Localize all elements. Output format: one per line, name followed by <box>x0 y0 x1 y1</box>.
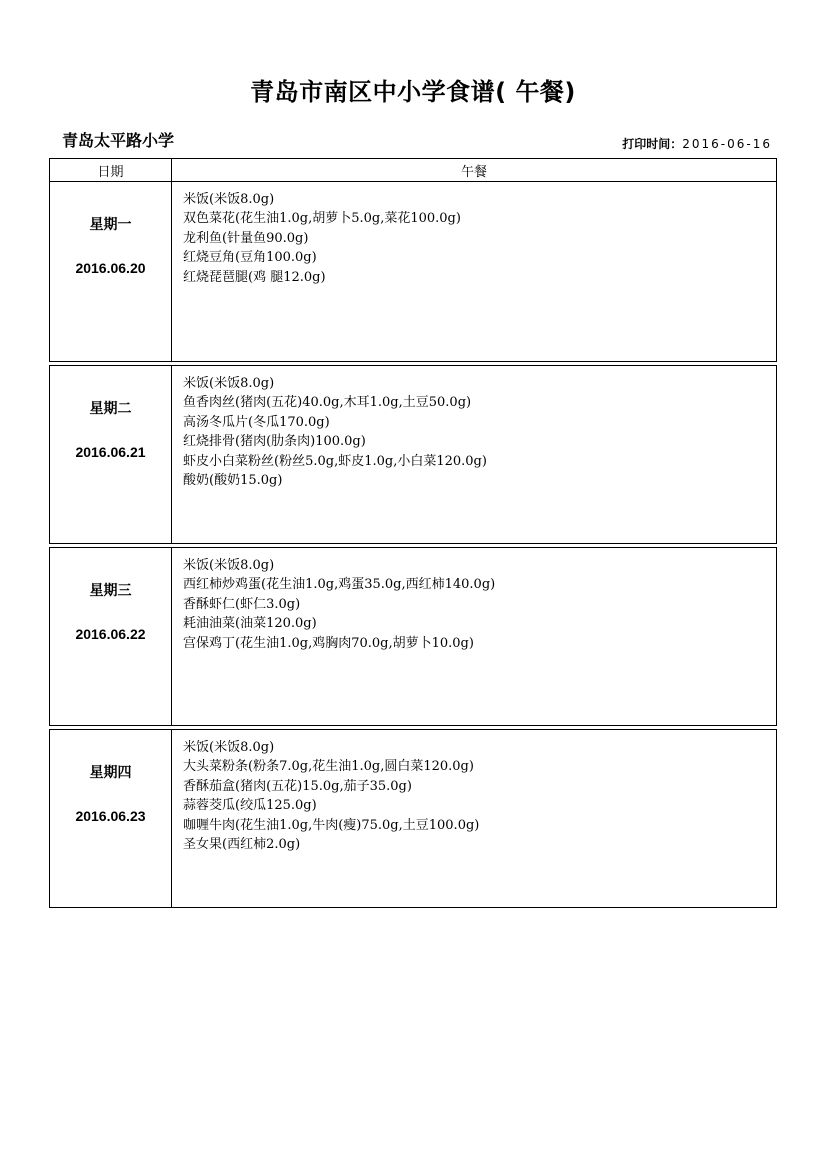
print-time <box>622 135 772 153</box>
dish-item: 香酥虾仁(虾仁3.0g) <box>183 596 301 612</box>
dish-item: 米饭(米饭8.0g) <box>183 376 275 391</box>
dish-item: 米饭(米饭8.0g) <box>183 740 275 755</box>
dish-item: 耗油油菜(油菜120.0g) <box>183 616 317 632</box>
day-row <box>49 547 777 726</box>
date-value: 2016.06.20 <box>75 260 146 276</box>
date-cell <box>50 182 172 361</box>
dish-item: 龙利鱼(针量鱼90.0g) <box>183 230 309 246</box>
day-row <box>49 182 777 362</box>
dish-item: 大头菜粉条(粉条7.0g,花生油1.0g,圆白菜120.0g) <box>183 759 474 775</box>
date-value: 2016.06.23 <box>75 808 146 824</box>
dish-item: 圣女果(西红柿2.0g) <box>183 837 301 853</box>
dish-item: 香酥茄盒(猪肉(五花)15.0g,茄子35.0g) <box>183 778 412 794</box>
dish-item: 蒜蓉茭瓜(绞瓜125.0g) <box>183 798 317 814</box>
dish-item: 红烧豆角(豆角100.0g) <box>183 250 317 266</box>
day-row <box>49 365 777 544</box>
page-title: 青岛市南区中小学食谱( 午餐) <box>250 78 576 106</box>
dish-item: 红烧琵琶腿(鸡 腿12.0g) <box>183 269 326 285</box>
weekday-label: 星期三 <box>89 583 132 599</box>
date-cell <box>50 548 172 725</box>
dish-item: 虾皮小白菜粉丝(粉丝5.0g,虾皮1.0g,小白菜120.0g) <box>183 453 487 469</box>
lunch-column-header: 午餐 <box>460 164 487 180</box>
date-value: 2016.06.22 <box>75 626 146 642</box>
dish-item: 西红柿炒鸡蛋(花生油1.0g,鸡蛋35.0g,西红柿140.0g) <box>183 577 496 593</box>
print-time-value: 2016-06-16 <box>682 137 772 151</box>
weekday-label: 星期二 <box>89 401 132 417</box>
dish-list <box>172 548 776 725</box>
dish-item: 咖喱牛肉(花生油1.0g,牛肉(瘦)75.0g,土豆100.0g) <box>183 817 480 833</box>
day-row <box>49 729 777 908</box>
dish-item: 酸奶(酸奶15.0g) <box>183 473 283 489</box>
dish-item: 双色菜花(花生油1.0g,胡萝卜5.0g,菜花100.0g) <box>183 211 461 227</box>
date-cell <box>50 366 172 543</box>
dish-item: 红烧排骨(猪肉(肋条肉)100.0g) <box>183 434 366 450</box>
dish-item: 米饭(米饭8.0g) <box>183 192 275 207</box>
weekday-label: 星期四 <box>89 765 132 781</box>
dish-list <box>172 366 776 543</box>
weekday-label: 星期一 <box>89 217 132 233</box>
school-name: 青岛太平路小学 <box>62 131 175 150</box>
dish-item: 鱼香肉丝(猪肉(五花)40.0g,木耳1.0g,土豆50.0g) <box>183 395 472 411</box>
table-header <box>49 158 777 182</box>
menu-table <box>49 158 777 908</box>
date-value: 2016.06.21 <box>75 444 146 460</box>
dish-item: 宫保鸡丁(花生油1.0g,鸡胸肉70.0g,胡萝卜10.0g) <box>183 635 474 651</box>
date-column-header: 日期 <box>50 159 172 181</box>
date-cell <box>50 730 172 907</box>
dish-item: 米饭(米饭8.0g) <box>183 558 275 573</box>
dish-list <box>172 182 776 361</box>
dish-list <box>172 730 776 907</box>
print-time-label: 打印时间： <box>622 137 683 151</box>
dish-item: 高汤冬瓜片(冬瓜170.0g) <box>183 414 330 430</box>
